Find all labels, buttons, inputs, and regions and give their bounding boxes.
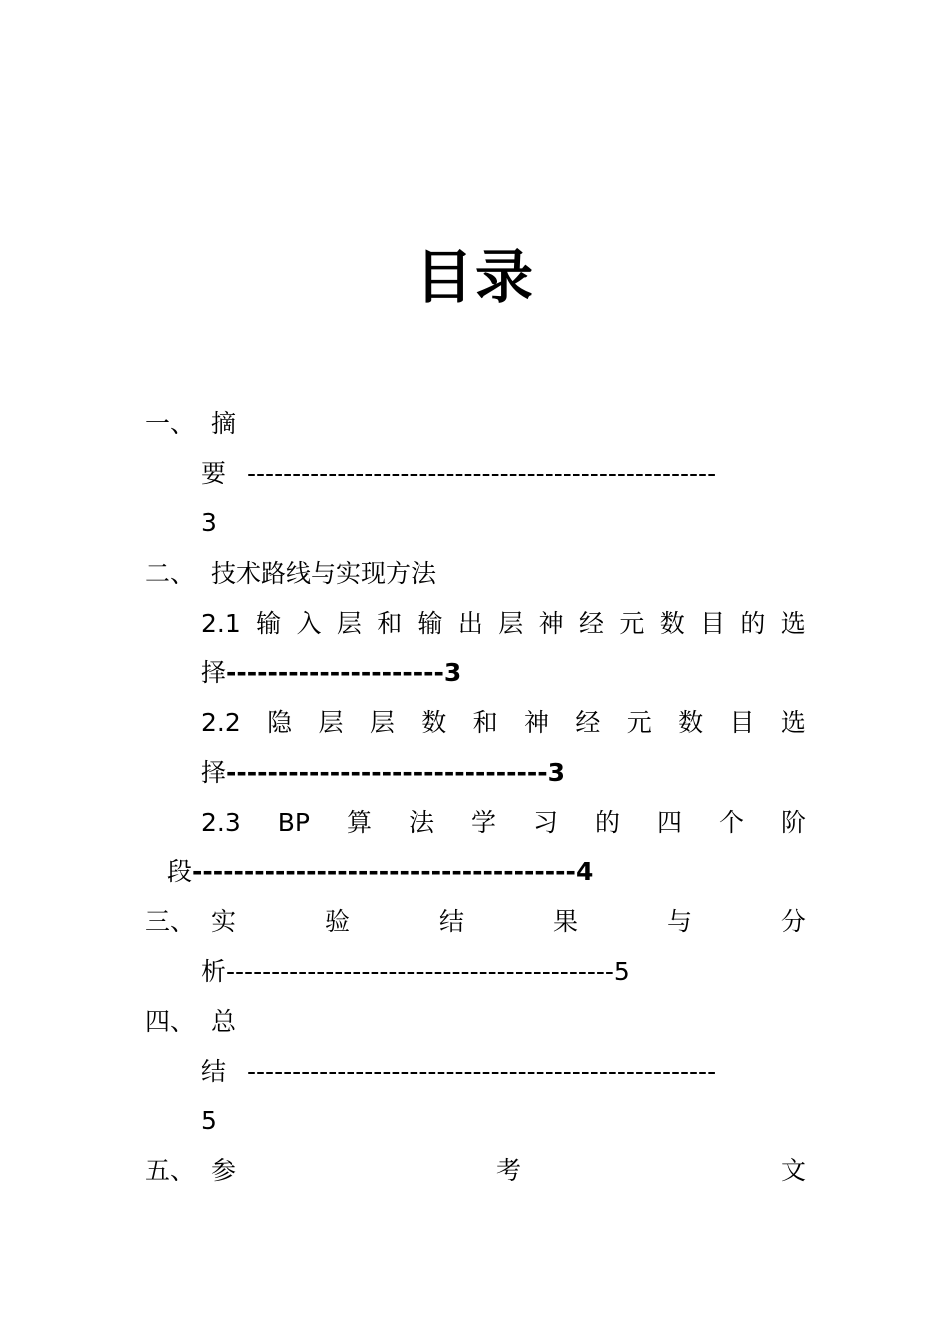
toc-2-2-char: 数 [421,708,447,737]
toc-2-3-char: 学 [470,808,496,837]
toc-5-char: 考 [495,1156,521,1185]
toc-2-3-char: 四 [656,808,682,837]
toc-2-1-char: 选 [780,609,806,638]
toc-2-2-char: 数 [678,708,704,737]
toc-3-char: 果 [552,907,578,936]
toc-item-2-number: 二、 [145,559,196,588]
toc-2-1-char: 数 [659,609,685,638]
toc-item-1-char1: 摘 [211,409,237,438]
toc-2-1-char: 层 [336,609,362,638]
toc-2-2-char: 层 [369,708,395,737]
toc-2-2-char: 隐 [267,708,293,737]
toc-3-tail: 析 [201,957,227,986]
toc-2-1-char: 输 [417,609,443,638]
toc-item-4-leader: ---------------------------------------------------- [247,1057,717,1086]
toc-2-2-char: 经 [575,708,601,737]
toc-3-char: 实 [211,907,237,936]
toc-2-1-page: 3 [443,658,462,687]
toc-item-2-3-line1[interactable] [201,805,806,841]
toc-2-3-char: 的 [594,808,620,837]
toc-2-3-char: 习 [532,808,558,837]
toc-2-3-char: BP [277,808,310,837]
toc-item-4-char1: 总 [211,1007,237,1036]
toc-2-1-char: 目 [700,609,726,638]
toc-2-3-page: 4 [575,857,594,886]
toc-item-3-number: 三、 [145,907,196,936]
toc-item-2-2-line1[interactable] [201,705,806,741]
toc-item-2-1-line1[interactable] [201,606,806,642]
page-title: 目录 [414,243,535,311]
toc-3-char: 分 [780,907,806,936]
toc-2-1-char: 元 [619,609,645,638]
toc-2-2-char: 神 [524,708,550,737]
toc-2-2-char: 和 [472,708,498,737]
toc-2-3-tail: 段 [167,857,193,886]
toc-2-1-char: 入 [296,609,322,638]
toc-2-2-char: 2.2 [201,708,241,737]
toc-item-4-char2: 结 [201,1057,227,1086]
toc-item-1-char2: 要 [201,459,227,488]
toc-2-1-char: 2.1 [201,609,241,638]
toc-item-4-number: 四、 [145,1007,196,1036]
toc-3-char: 结 [438,907,464,936]
toc-item-2-1-line2[interactable] [201,655,461,691]
toc-2-1-char: 层 [498,609,524,638]
toc-item-1-number: 一、 [145,409,196,438]
toc-2-1-char: 输 [256,609,282,638]
toc-3-leader: ------------------------------------------- [226,957,614,986]
toc-2-2-char: 目 [729,708,755,737]
toc-2-1-char: 出 [457,609,483,638]
toc-2-1-char: 和 [377,609,403,638]
toc-2-3-char: 算 [346,808,372,837]
toc-item-2-heading: 技术路线与实现方法 [211,559,437,588]
toc-2-3-leader: ------------------------------------- [192,857,576,886]
toc-2-2-char: 层 [318,708,344,737]
toc-5-char: 参 [211,1156,237,1185]
toc-item-2-3-line2[interactable] [167,854,593,890]
toc-2-2-leader: ------------------------------- [226,758,548,787]
toc-2-2-char: 选 [780,708,806,737]
toc-2-3-char: 个 [718,808,744,837]
toc-3-char: 与 [666,907,692,936]
toc-3-char: 验 [324,907,350,936]
toc-item-1-line2[interactable] [201,456,806,492]
toc-2-2-tail: 择 [201,758,227,787]
toc-item-3-line2[interactable] [201,954,630,990]
toc-2-2-page: 3 [547,758,566,787]
toc-2-1-leader: --------------------- [226,658,444,687]
toc-2-3-char: 法 [408,808,434,837]
toc-item-5-number: 五、 [145,1156,196,1185]
toc-item-1-page: 3 [201,508,217,537]
toc-2-1-tail: 择 [201,658,227,687]
toc-2-3-char: 阶 [780,808,806,837]
toc-item-4-line2[interactable] [201,1054,806,1090]
toc-2-3-char: 2.3 [201,808,241,837]
toc-5-char: 文 [780,1156,806,1185]
toc-item-4-page: 5 [201,1106,217,1135]
toc-2-2-char: 元 [626,708,652,737]
toc-item-2-2-line2[interactable] [201,755,565,791]
toc-2-1-char: 的 [740,609,766,638]
toc-3-page: 5 [613,957,630,986]
toc-2-1-char: 经 [578,609,604,638]
toc-item-1-leader: ---------------------------------------------------- [247,459,717,488]
toc-2-1-char: 神 [538,609,564,638]
